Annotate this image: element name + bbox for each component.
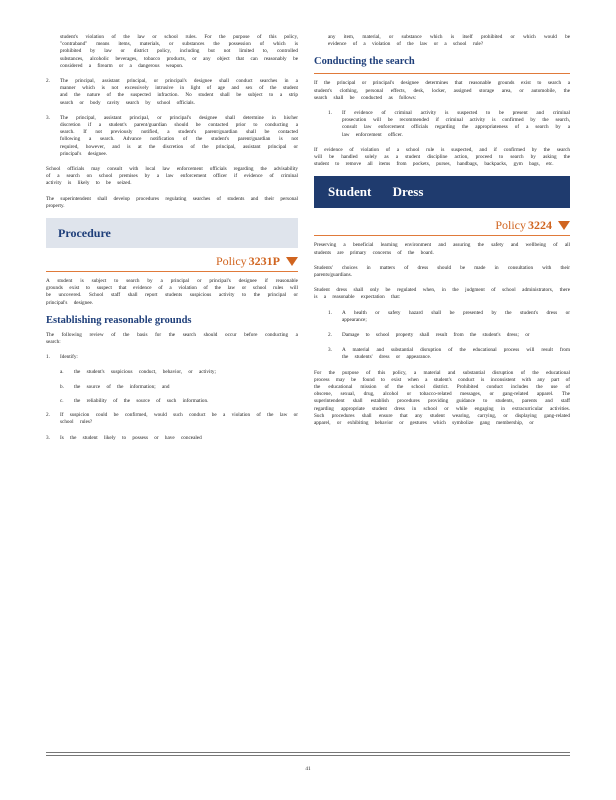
list-text: If evidence of criminal activity is suspected to be present and criminal prosecution will be recommended if criminal activity is confirmed by the search, consult law enforcement officials regarding the appropriateness of a search by a law enforcement officer. [342,110,570,138]
list-text: If suspicion could be confirmed, would such conduct be a violation of the law or school rules? [60,412,298,426]
list-item-1 [314,110,570,139]
list-number: 3. [46,434,50,441]
list-number: 2. [46,78,50,85]
list-number: 2. [328,332,332,339]
list-text: A health or safety hazard shall be presented by the student's dress or appearance; [342,309,570,323]
paragraph-contraband: student's violation of the law or school rules. For the purpose of this policy, "contraband" means items, materials, or substances the possession of which is prohibited by law or district policy, including but not limited to, controlled substances, alcoholic beverages, tobacco products, or any object that can reasonably be considered a firearm or a dangerous weapon. [60,34,298,69]
sub-list [46,369,298,405]
list-number: 3. [328,347,332,354]
list-text: The principal, assistant principal, or principal's designee shall determine in his/her discretion if a student's parent/guardian should be contacted prior to conducting a search. If not previously notified, a student's parent/guardian shall be contacted following a search. Advance notification of the student's parent/guardian is not required, however, and is at the discretion of the principal, assistant principal or principal's designee. [60,114,298,157]
paragraph-search: A student is subject to search by a principal or principal's designee if reasonable grounds exist to suspect that evidence of a violation of the law or school rules will be uncovered. School staff shall report students suspicious activity to the principal or principal's designee. [46,278,298,306]
left-column [46,34,298,450]
student-dress-heading-box [314,176,570,208]
orange-divider [314,235,570,236]
paragraph-dress-regulated: Student dress shall only be regulated when, in the judgment of school administrators, there is a reasonable expectation that: [314,287,570,301]
list-text: A material and substantial disruption of the educational process will result from the students' dress or appearance. [342,347,570,361]
list-item-3 [46,115,298,158]
paragraph-officials: School officials may consult with local law enforcement officials regarding the advisability of a search on school premises by a law enforcement officer if evidence of criminal activity is likely to be seized. [46,166,298,187]
policy-word: Policy [495,218,526,233]
paragraph-continued: any item, material, or substance which is itself prohibited or which would be evidence of a violation of the law or a school rule? [328,34,570,48]
sub-letter: b. [60,383,64,390]
right-column [314,34,570,435]
paragraph-choices: Students' choices in matters of dress should be made in consultation with their parents/guardians. [314,264,570,279]
procedure-heading: Procedure [58,225,111,240]
footer-line-bottom [46,755,570,756]
sub-item-a [60,369,298,376]
procedure-heading-box [46,218,298,248]
sub-item-c [60,398,298,405]
list-item-3b [46,435,298,442]
orange-divider [314,73,570,74]
sub-text: the student's suspicious conduct, behavior, or activity; [74,369,216,376]
list-text: Identify: [60,354,78,361]
list-item-b [314,332,570,339]
list-item-2 [46,78,298,107]
list-item-1 [46,354,298,361]
list-item-2b [46,412,298,426]
list-number: 1. [328,309,332,316]
footer-line-top [46,752,570,753]
policy-label-3231p [46,254,298,269]
sub-text: the reliability of the source of such information. [74,397,209,404]
policy-word: Policy [215,254,247,269]
sub-letter: c. [60,397,64,404]
policy-number: 3224 [528,218,552,233]
sub-text: the source of the information; and [74,383,170,390]
paragraph-superintendent: The superintendent shall develop procedures regulating searches of students and their personal property. [46,195,298,209]
list-text: Is the student likely to possess or have concealed [60,434,202,441]
paragraph-purpose: For the purpose of this policy, a material and substantial disruption of the educational process may be found to exist when a student's conduct is inconsistent with any part of the educational mission of the school district. Prohibited conduct includes the use of obscene, sexual, drug, alcohol or tobacco-related messages, or gang-related apparel. The superintendent shall establish procedures providing guidance to students, parents and staff regarding appropriate student dress in school or while engaging in extracurricular activities. Such procedures shall ensure that any student wearing, carrying, or displaying gang-related apparel, or exhibiting behavior or gestures which symbolize gang membership, or [314,369,570,427]
list-item-c [314,347,570,361]
orange-divider [46,271,298,272]
policy-label-3224 [314,218,570,233]
paragraph-review: The following review of the basis for the search should occur before conducting a search: [46,331,298,346]
sub-item-b [60,384,298,391]
triangle-down-icon [286,257,298,266]
list-number: 2. [46,412,50,419]
triangle-down-icon [558,221,570,230]
policy-number: 3231P [248,254,280,269]
list-item-a [314,310,570,324]
sub-letter: a. [60,369,64,376]
list-text: Damage to school property shall result from the student's dress; or [342,332,530,339]
paragraph-if-principal: If the principal or principal's designee determines that reasonable grounds exist to search a student's clothing, personal effects, desk, locker, assigned storage area, or automobile, the search shall be conducted as follows: [314,80,570,101]
grounds-heading: Establishing reasonable grounds [46,314,192,326]
footer-rule [46,752,570,756]
conducting-heading: Conducting the search [314,56,415,68]
student-dress-heading: Student Dress [328,184,424,200]
page-number: 41 [305,766,311,772]
list-text: The principal, assistant principal, or principal's designee shall conduct searches in a manner which is not excessively intrusive in light of age and sex of the student and the nature of the suspected infraction. No student shall be subject to a strip search or body cavity search by school officials. [60,78,298,106]
list-number: 1. [328,110,332,117]
list-number: 3. [46,114,50,121]
list-number: 1. [46,354,50,361]
paragraph-preserving: Preserving a beneficial learning environment and assuring the safety and wellbeing of all students are primary concerns of the board. [314,242,570,256]
paragraph-evidence: If evidence of violation of a school rule is suspected, and if confirmed by the search will be handled solely as a student discipline action, proceed to search by asking the student to remove all items from pockets, purses, handbags, backpacks, gym bags, etc. [314,146,570,168]
